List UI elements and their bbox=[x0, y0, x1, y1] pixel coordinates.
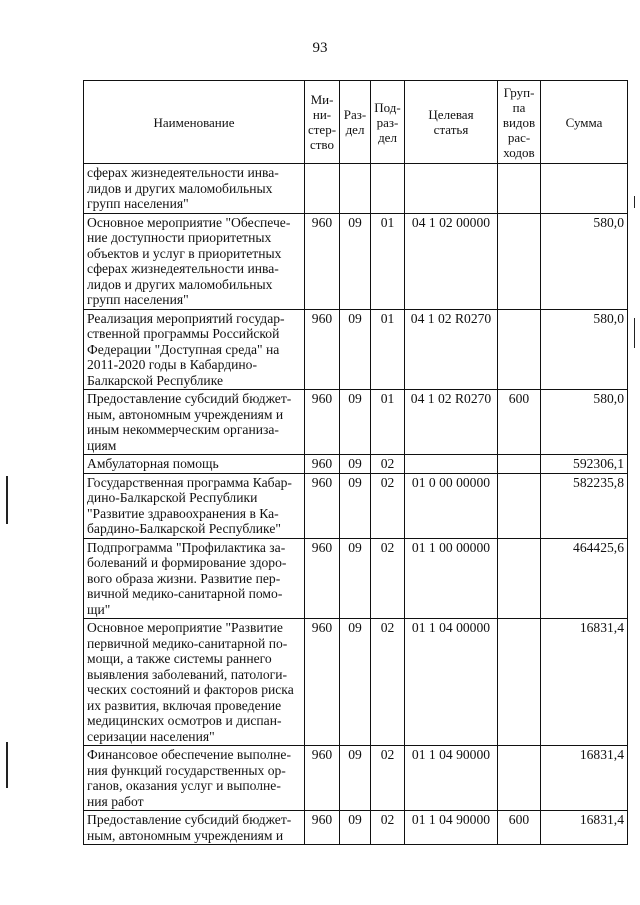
cell-expense-group: 600 bbox=[498, 390, 541, 455]
header-name-label: Наименование bbox=[153, 114, 235, 130]
cell-ministry: 960 bbox=[305, 455, 340, 474]
header-subsection bbox=[371, 81, 405, 164]
header-target bbox=[405, 81, 498, 164]
table-row bbox=[84, 164, 628, 214]
table-row bbox=[84, 390, 628, 455]
cell-section: 09 bbox=[340, 538, 371, 619]
table-row bbox=[84, 455, 628, 474]
cell-amount: 464425,6 bbox=[541, 538, 628, 619]
cell-name: Финансовое обеспечение выполне- ния функций государственных ор- ганов, оказания услуг и выполне- ния работ bbox=[84, 746, 305, 811]
cell-target: 04 1 02 00000 bbox=[405, 213, 498, 309]
page-number: 93 bbox=[312, 40, 328, 56]
cell-subsection: 02 bbox=[371, 811, 405, 845]
cell-target bbox=[405, 455, 498, 474]
table-row bbox=[84, 811, 628, 845]
header-name bbox=[84, 81, 305, 164]
cell-ministry: 960 bbox=[305, 746, 340, 811]
cell-target bbox=[405, 164, 498, 214]
cell-name: сферах жизнедеятельности инва- лидов и других маломобильных групп населения" bbox=[84, 164, 305, 214]
cell-name: Государственная программа Кабар- дино-Балкарской Республики "Развитие здравоохранения в Ка- бардино-Балкарской Республике" bbox=[84, 473, 305, 538]
cell-expense-group bbox=[498, 619, 541, 746]
cell-section: 09 bbox=[340, 473, 371, 538]
cell-section: 09 bbox=[340, 309, 371, 390]
margin-mark-right-top bbox=[634, 196, 635, 208]
cell-name: Амбулаторная помощь bbox=[84, 455, 305, 474]
header-subsection-label: Под- раз- дел bbox=[374, 99, 401, 145]
cell-subsection bbox=[371, 164, 405, 214]
cell-name: Реализация мероприятий государ- ственной программы Российской Федерации "Доступная среда" на 2011-2020 годы в Кабардино- Балкарской Республике bbox=[84, 309, 305, 390]
budget-table bbox=[83, 80, 628, 845]
table-row bbox=[84, 746, 628, 811]
table-row bbox=[84, 619, 628, 746]
cell-amount: 580,0 bbox=[541, 213, 628, 309]
cell-subsection: 02 bbox=[371, 455, 405, 474]
cell-target: 04 1 02 R0270 bbox=[405, 309, 498, 390]
cell-amount: 16831,4 bbox=[541, 746, 628, 811]
cell-subsection: 01 bbox=[371, 390, 405, 455]
margin-mark-left-bottom bbox=[6, 742, 8, 788]
header-expense-group-label: Груп- па видов рас- ходов bbox=[502, 84, 536, 160]
cell-amount: 592306,1 bbox=[541, 455, 628, 474]
cell-amount: 580,0 bbox=[541, 390, 628, 455]
cell-section: 09 bbox=[340, 746, 371, 811]
cell-section: 09 bbox=[340, 811, 371, 845]
header-section bbox=[340, 81, 371, 164]
cell-name: Предоставление субсидий бюджет- ным, автономным учреждениям и иным некоммерческим организа- циям bbox=[84, 390, 305, 455]
margin-mark-left bbox=[6, 476, 8, 524]
table-body bbox=[84, 164, 628, 845]
cell-subsection: 02 bbox=[371, 746, 405, 811]
cell-expense-group bbox=[498, 309, 541, 390]
cell-ministry bbox=[305, 164, 340, 214]
cell-ministry: 960 bbox=[305, 619, 340, 746]
cell-subsection: 01 bbox=[371, 309, 405, 390]
cell-ministry: 960 bbox=[305, 538, 340, 619]
cell-ministry: 960 bbox=[305, 309, 340, 390]
cell-expense-group bbox=[498, 473, 541, 538]
cell-target: 04 1 02 R0270 bbox=[405, 390, 498, 455]
cell-ministry: 960 bbox=[305, 213, 340, 309]
header-target-label: Целевая статья bbox=[428, 107, 474, 137]
cell-target: 01 1 04 00000 bbox=[405, 619, 498, 746]
table-row bbox=[84, 309, 628, 390]
table-row bbox=[84, 213, 628, 309]
cell-expense-group bbox=[498, 164, 541, 214]
header-section-label: Раз- дел bbox=[343, 107, 367, 137]
cell-ministry: 960 bbox=[305, 811, 340, 845]
cell-name: Подпрограмма "Профилактика за- болеваний и формирование здоро- вого образа жизни. Развитие пер- вичной медико-санитарной помо- щи" bbox=[84, 538, 305, 619]
cell-amount: 580,0 bbox=[541, 309, 628, 390]
cell-subsection: 02 bbox=[371, 619, 405, 746]
cell-name: Основное мероприятие "Обеспече- ние доступности приоритетных объектов и услуг в приоритетных сферах жизнедеятельности инва- лидов и других маломобильных групп населения" bbox=[84, 213, 305, 309]
margin-mark-right-mid bbox=[634, 318, 635, 348]
header-ministry-label: Ми- ни- стер- ство bbox=[307, 92, 337, 152]
header-amount-label: Сумма bbox=[565, 114, 603, 130]
cell-name: Предоставление субсидий бюджет- ным, автономным учреждениям и bbox=[84, 811, 305, 845]
cell-target: 01 1 00 00000 bbox=[405, 538, 498, 619]
table-row bbox=[84, 538, 628, 619]
cell-ministry: 960 bbox=[305, 473, 340, 538]
cell-section bbox=[340, 164, 371, 214]
cell-amount: 16831,4 bbox=[541, 811, 628, 845]
cell-section: 09 bbox=[340, 455, 371, 474]
cell-section: 09 bbox=[340, 213, 371, 309]
cell-target: 01 1 04 90000 bbox=[405, 811, 498, 845]
cell-expense-group bbox=[498, 213, 541, 309]
cell-target: 01 0 00 00000 bbox=[405, 473, 498, 538]
cell-expense-group: 600 bbox=[498, 811, 541, 845]
cell-amount: 16831,4 bbox=[541, 619, 628, 746]
table-row bbox=[84, 473, 628, 538]
cell-name: Основное мероприятие "Развитие первичной медико-санитарной по- мощи, а также системы раннего выявления заболеваний, патологи- ческих состояний и факторов риска их развития, включая проведение медицинских осмотров и диспан- серизации населения" bbox=[84, 619, 305, 746]
cell-subsection: 02 bbox=[371, 538, 405, 619]
header-expense-group bbox=[498, 81, 541, 164]
cell-section: 09 bbox=[340, 390, 371, 455]
header-amount bbox=[541, 81, 628, 164]
cell-subsection: 01 bbox=[371, 213, 405, 309]
cell-expense-group bbox=[498, 538, 541, 619]
cell-expense-group bbox=[498, 455, 541, 474]
cell-amount: 582235,8 bbox=[541, 473, 628, 538]
cell-ministry: 960 bbox=[305, 390, 340, 455]
cell-amount bbox=[541, 164, 628, 214]
table-header-row bbox=[84, 81, 628, 164]
cell-subsection: 02 bbox=[371, 473, 405, 538]
cell-expense-group bbox=[498, 746, 541, 811]
cell-section: 09 bbox=[340, 619, 371, 746]
header-ministry bbox=[305, 81, 340, 164]
cell-target: 01 1 04 90000 bbox=[405, 746, 498, 811]
